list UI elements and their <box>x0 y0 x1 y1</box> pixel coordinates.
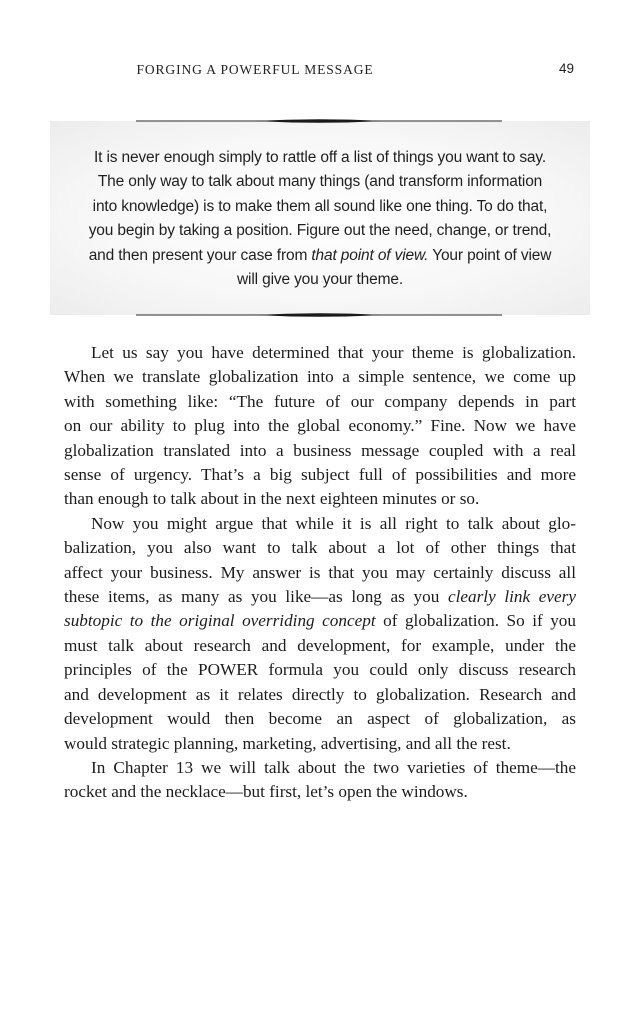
pull-quote-line: The only way to talk about many things (and transform information <box>97 173 543 191</box>
body-line: would strategic planning, marketing, advertising, and all the rest. <box>64 733 511 753</box>
body-line: must talk about research and development, for example, under the <box>64 635 576 655</box>
body-line: Now you might argue that while it is all right to talk about glo- <box>91 513 576 533</box>
running-head: FORGING A POWERFUL MESSAGE <box>136 62 374 77</box>
pull-quote-segment: and then present your case from <box>88 246 308 264</box>
pull-quote-line: It is never enough simply to rattle off a list of things you want to say. <box>94 149 546 166</box>
body-line: balization, you also want to talk about a lot of other things that <box>64 538 576 558</box>
body-line: than enough to talk about in the next eighteen minutes or so. <box>64 489 480 509</box>
body-line: In Chapter 13 we will talk about the two varieties of theme—the <box>91 757 576 777</box>
body-line: affect your business. My answer is that you may certainly discuss all <box>64 562 576 582</box>
body-line: principles of the POWER formula you could only discuss research <box>64 660 576 680</box>
body-line: globalization translated into a business message coupled with a real <box>64 440 576 460</box>
pull-quote-top-rule <box>136 118 502 124</box>
body-line <box>64 585 576 609</box>
body-line: sense of urgency. That’s a big subject full of possibilities and more <box>64 465 576 485</box>
body-line: on our ability to plug into the global economy.” Fine. Now we have <box>64 416 576 436</box>
pull-quote-segment: Your point of view <box>428 246 552 264</box>
page-number: 49 <box>558 61 574 76</box>
body-emphasis: clearly link every <box>447 587 576 607</box>
body-line <box>64 609 576 633</box>
body-line: When we translate globalization into a simple sentence, we come up <box>64 367 576 387</box>
body-line: Let us say you have determined that your theme is globalization. <box>91 343 576 362</box>
pull-quote-line <box>56 244 584 268</box>
body-line: development would then become an aspect of globalization, as <box>64 709 576 729</box>
body-text <box>64 341 576 805</box>
pull-quote-line: into knowledge) is to make them all sound like one thing. To do that, <box>92 197 548 215</box>
pull-quote-text <box>56 146 584 292</box>
body-line: rocket and the necklace—but first, let’s open the windows. <box>64 782 468 802</box>
body-emphasis: subtopic to the original overriding concept <box>64 611 376 631</box>
body-line: and development as it relates directly to globalization. Research and <box>64 684 576 704</box>
pull-quote-bottom-rule <box>136 312 502 318</box>
body-segment: these items, as many as you like—as long as you <box>64 587 440 607</box>
pull-quote-emphasis: that point of view. <box>311 246 429 264</box>
pull-quote-line: will give you your theme. <box>237 271 403 289</box>
body-line: with something like: “The future of our company depends in part <box>64 391 576 411</box>
body-segment: of globalization. So if you <box>375 611 576 631</box>
pull-quote-line: you begin by taking a position. Figure out the need, change, or trend, <box>88 222 552 240</box>
